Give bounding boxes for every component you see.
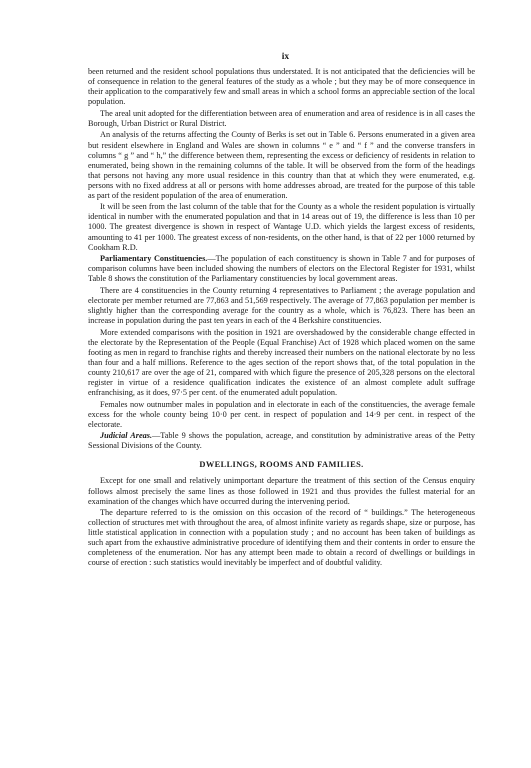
paragraph-judicial-areas: Judicial Areas.—Table 9 shows the population, acreage, and constitution by administrative areas of the Petty Sessional Divisions of the County. (88, 431, 475, 451)
run-in-heading-italic: Judicial Areas. (100, 431, 153, 441)
paragraph-females: Females now outnumber males in population and in electorate in each of the constituencies, the average female excess for the whole county being 10·0 per cent. in respect of population and 14·9 per cent. in respect of the electorate. (88, 399, 475, 429)
paragraph-areal-unit: The areal unit adopted for the differentiation between area of enumeration and area of residence is in all cases the Borough, Urban District or Rural District. (88, 108, 475, 128)
paragraph-continuation: been returned and the resident school populations thus understated. It is not anticipated that the deficiencies will be of consequence in relation to the general features of the study as a whole ; but they may be of more consequence in their application to the comparatively few and small areas in which a school forms an appreciable section of the local population. (88, 67, 475, 107)
paragraph-resident-population: It will be seen from the last column of the table that for the County as a whole the resident population is virtually identical in number with the enumerated population and that in 14 areas out of 19, the difference is less than 10 per 1000. The greatest divergence is shown in respect of Wantage U.D. which yields the largest excess of residents, amounting to 41 per 1000. The greatest excess of non-residents, on the other hand, is that of 22 per 1000 returned by Cookham R.D. (88, 202, 475, 252)
paragraph-buildings: The departure referred to is the omission on this occasion of the record of “ buildings.” The heterogeneous collection of structures met with throughout the area, of almost infinite variety as regards shape, size or purpose, has little statistical application in connection with a population study ; and no account has been taken of buildings as such apart from the exhaustive administrative procedure of identifying them and their contents in order to ensure the completeness of the enumeration. Nor has any attempt been made to obtain a record of dwellings or buildings in course of erection : such statistics would inevitably be imperfect and of doubtful validity. (88, 508, 475, 568)
paragraph-berks-analysis: An analysis of the returns affecting the County of Berks is set out in Table 6. Persons enumerated in a given area but resident elsewhere in England and Wales are shown in columns “ e ” and “ f ” and the converse transfers in columns “ g ” and “ h,” the difference between them, representing the excess or deficiency of residents in relation to enumerated, being shown in the remaining columns of the table. It will be observed from the form of the headings that persons not having any more usual residence in this country than that at which they were enumerated, e.g. persons with no fixed address at all or persons with home addresses abroad, are treated for the purpose of this table as part of the resident population of the area of enumeration. (88, 130, 475, 200)
section-heading: DWELLINGS, ROOMS AND FAMILIES. (199, 460, 364, 470)
run-in-heading: Parliamentary Constituencies. (100, 254, 208, 264)
paragraph-extended-comparisons: More extended comparisons with the position in 1921 are overshadowed by the considerable change effected in the electorate by the Representation of the People (Equal Franchise) Act of 1928 which placed women on the same footing as men in regard to franchise rights and thereby increased their numbers on the national electorate by no less than four and a half millions. Reference to the ages section of the report shows that, of the total population in the county 210,617 are over the age of 21, compared with which figure the presence of 205,328 persons on the electoral register in virtue of a residence qualification indicates the existence of an almost complete adult suffrage enfranchising, as it does, 97·5 per cent. of the enumerated adult population. (88, 327, 475, 398)
paragraph-constituency-averages: There are 4 constituencies in the County returning 4 representatives to Parliament ; the average population and electorate per member returned are 77,863 and 51,569 respectively. The average of 77,863 population per member is slightly higher than the corresponding average for the country as a whole, which is 76,823. There has been an increase in population during the past ten years in each of the 4 Berkshire constituencies. (88, 285, 475, 326)
paragraph-parliamentary-constituencies: Parliamentary Constituencies.—The population of each constituency is shown in Table 7 and for purposes of comparison columns have been included showing the numbers of electors on the Electoral Register for 1931, whilst Table 8 shows the constitution of the Parliamentary constituencies by local government areas. (88, 254, 476, 284)
body-text-top (88, 67, 475, 451)
page-number: ix (281, 52, 290, 62)
paragraph-treatment: Except for one small and relatively unimportant departure the treatment of this section of the Census enquiry follows almost precisely the same lines as those followed in 1921 and thus provides the fullest material for an examination of the changes which have occurred during the intervening period. (88, 476, 475, 506)
body-text-bottom (88, 476, 475, 568)
